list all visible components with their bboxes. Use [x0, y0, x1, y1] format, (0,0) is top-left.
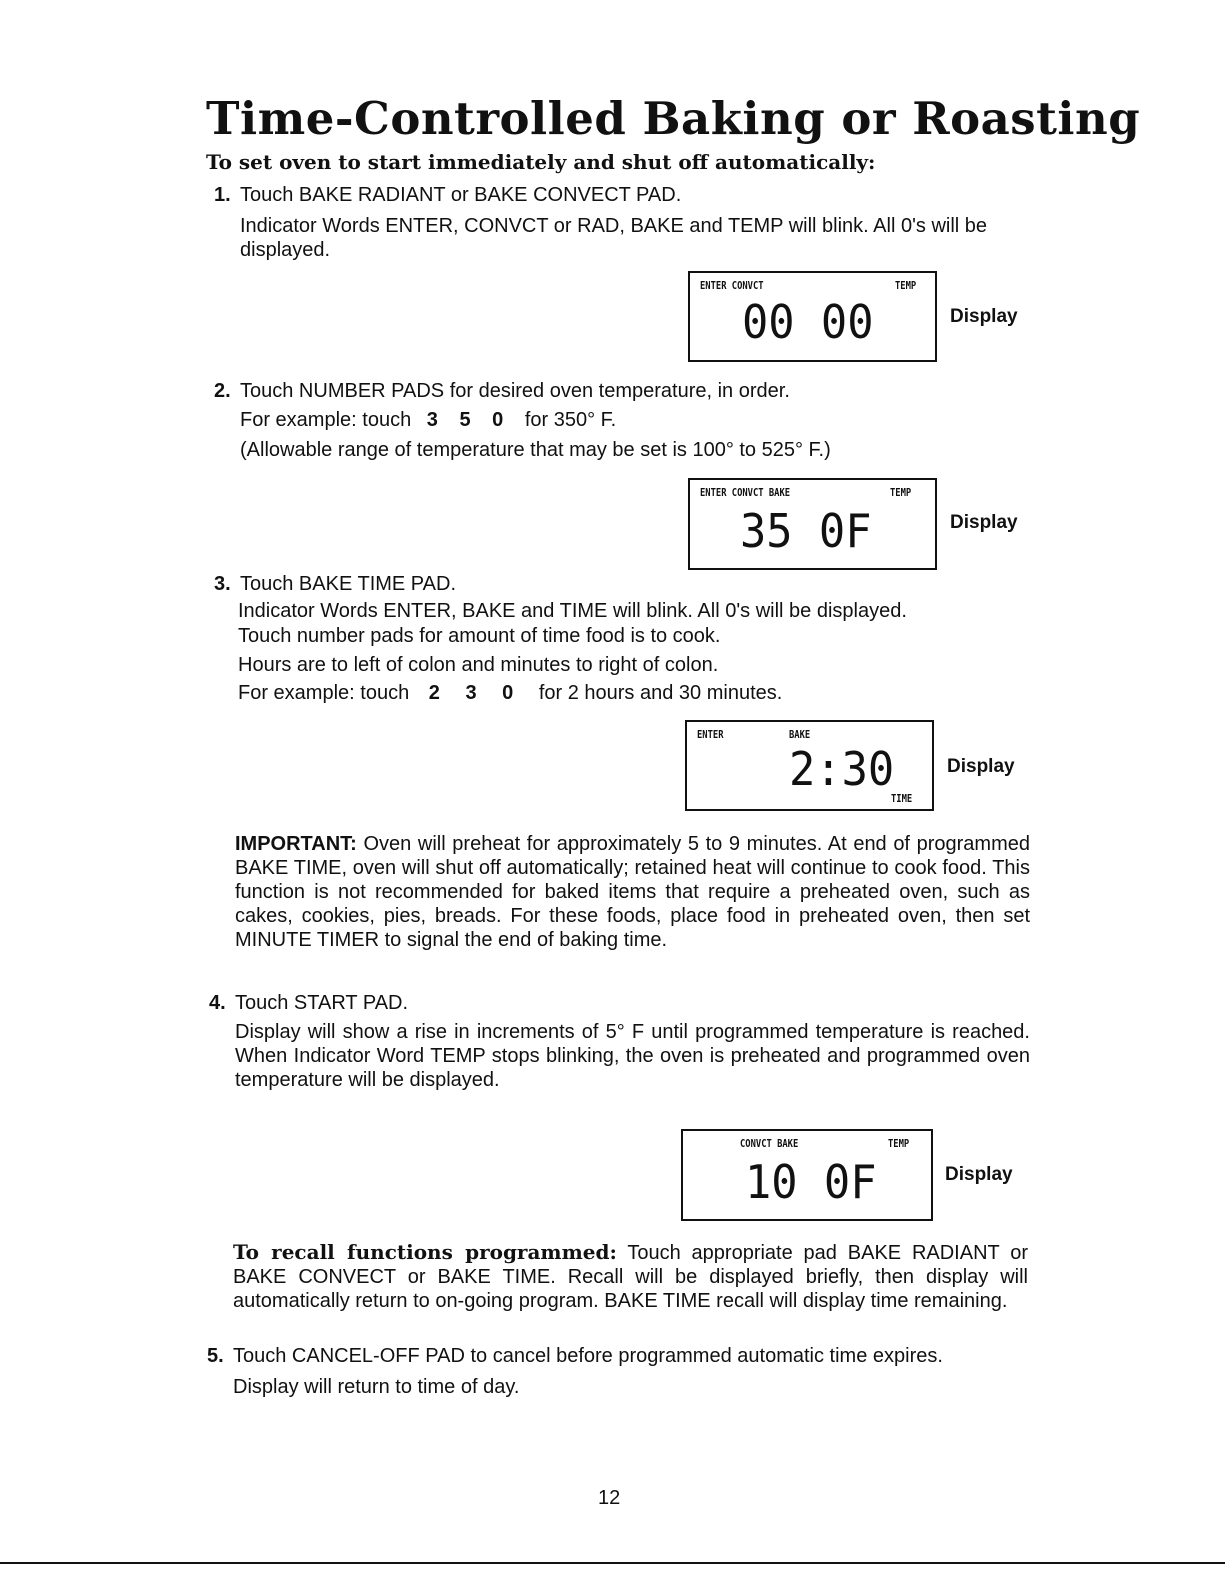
- display-label: Display: [947, 756, 1015, 777]
- example-suffix: for 2 hours and 30 minutes.: [538, 682, 783, 704]
- lcd-digits: 35 0F: [740, 504, 872, 558]
- page-title: Time-Controlled Baking or Roasting: [206, 92, 1141, 145]
- lcd-display-4: [681, 1129, 933, 1221]
- lcd-indicator-temp: TEMP: [890, 486, 912, 499]
- step-2-range: (Allowable range of temperature that may be set is 100° to 525° F.): [240, 439, 831, 461]
- display-label: Display: [950, 512, 1018, 533]
- lcd-indicator-time: TIME: [891, 792, 913, 805]
- page-subtitle: To set oven to start immediately and shut off automatically:: [206, 150, 876, 174]
- step-1-description: Indicator Words ENTER, CONVCT or RAD, BAKE and TEMP will blink. All 0's will be displayed.: [240, 215, 988, 261]
- lcd-indicator-bake: BAKE: [789, 728, 811, 741]
- example-digit: 0: [502, 682, 514, 704]
- lcd-display-3: [685, 720, 934, 811]
- step-1-instruction: Touch BAKE RADIANT or BAKE CONVECT PAD.: [240, 184, 682, 206]
- lcd-indicator-enter: ENTER: [697, 728, 724, 741]
- step-2-instruction: Touch NUMBER PADS for desired oven temperature, in order.: [240, 380, 790, 402]
- step-2-example: [240, 409, 616, 432]
- important-text: Oven will preheat for approximately 5 to 9 minutes. At end of programmed BAKE TIME, oven will shut off automatically; retained heat will continue to cook food. This function is not recommended for baked items that require a preheated oven, such as cakes, cookies, pies, breads. For these foods, place food in preheated oven, then set MINUTE TIMER to signal the end of baking time.: [235, 833, 1030, 951]
- page-bottom-rule: [0, 1562, 1225, 1564]
- example-digit: 0: [492, 409, 504, 431]
- example-prefix: For example: touch: [238, 682, 410, 704]
- step-4-number: 4.: [209, 992, 226, 1014]
- example-prefix: For example: touch: [240, 409, 412, 431]
- step-5-instruction: Touch CANCEL-OFF PAD to cancel before programmed automatic time expires.: [233, 1345, 943, 1367]
- step-3-instruction: Touch BAKE TIME PAD.: [240, 573, 457, 595]
- example-digit: 5: [459, 409, 471, 431]
- recall-text: Touch appropriate pad BAKE RADIANT or BAKE CONVECT or BAKE TIME. Recall will be displayed briefly, then display will automatically return to on-going program. BAKE TIME recall will display time remaining.: [233, 1242, 1028, 1312]
- step-4-description: Display will show a rise in increments of 5° F until programmed temperature is reached. When Indicator Word TEMP stops blinking, the oven is preheated and programmed oven temperature will be displayed.: [235, 1021, 1030, 1091]
- example-digit: 3: [426, 409, 438, 431]
- step-3-number: 3.: [214, 573, 231, 595]
- lcd-display-1: [688, 271, 937, 362]
- step-2-number: 2.: [214, 380, 231, 402]
- step-4-instruction: Touch START PAD.: [235, 992, 409, 1014]
- step-3-line-3: Touch number pads for amount of time food is to cook.: [238, 625, 721, 647]
- display-label: Display: [950, 306, 1018, 327]
- recall-note: [233, 1240, 1028, 1313]
- lcd-indicator-temp: TEMP: [895, 279, 917, 292]
- lcd-indicator-temp: TEMP: [888, 1137, 910, 1150]
- lcd-digits: 2:30: [789, 742, 895, 796]
- step-3-line-2: Indicator Words ENTER, BAKE and TIME will blink. All 0's will be displayed.: [238, 600, 907, 622]
- lcd-digits: 00 00: [742, 295, 874, 349]
- step-1-number: 1.: [214, 184, 231, 206]
- step-3-example: [238, 682, 782, 705]
- example-suffix: for 350° F.: [524, 409, 617, 431]
- example-digit: 2: [428, 682, 440, 704]
- display-label: Display: [945, 1164, 1013, 1185]
- lcd-indicators-left: CONVCT BAKE: [740, 1137, 799, 1150]
- step-3-line-4: Hours are to left of colon and minutes to right of colon.: [238, 654, 719, 676]
- lcd-indicators-left: ENTER CONVCT BAKE: [700, 486, 791, 499]
- lcd-indicators-left: ENTER CONVCT: [700, 279, 764, 292]
- recall-label: To recall functions programmed:: [233, 1240, 617, 1264]
- example-digit: 3: [465, 682, 477, 704]
- page-number: 12: [598, 1487, 621, 1509]
- lcd-display-2: [688, 478, 937, 570]
- step-5-line-2: Display will return to time of day.: [233, 1376, 520, 1398]
- step-5-number: 5.: [207, 1345, 224, 1367]
- lcd-digits: 10 0F: [745, 1155, 877, 1209]
- important-label: IMPORTANT:: [235, 833, 357, 855]
- important-note: [235, 832, 1030, 952]
